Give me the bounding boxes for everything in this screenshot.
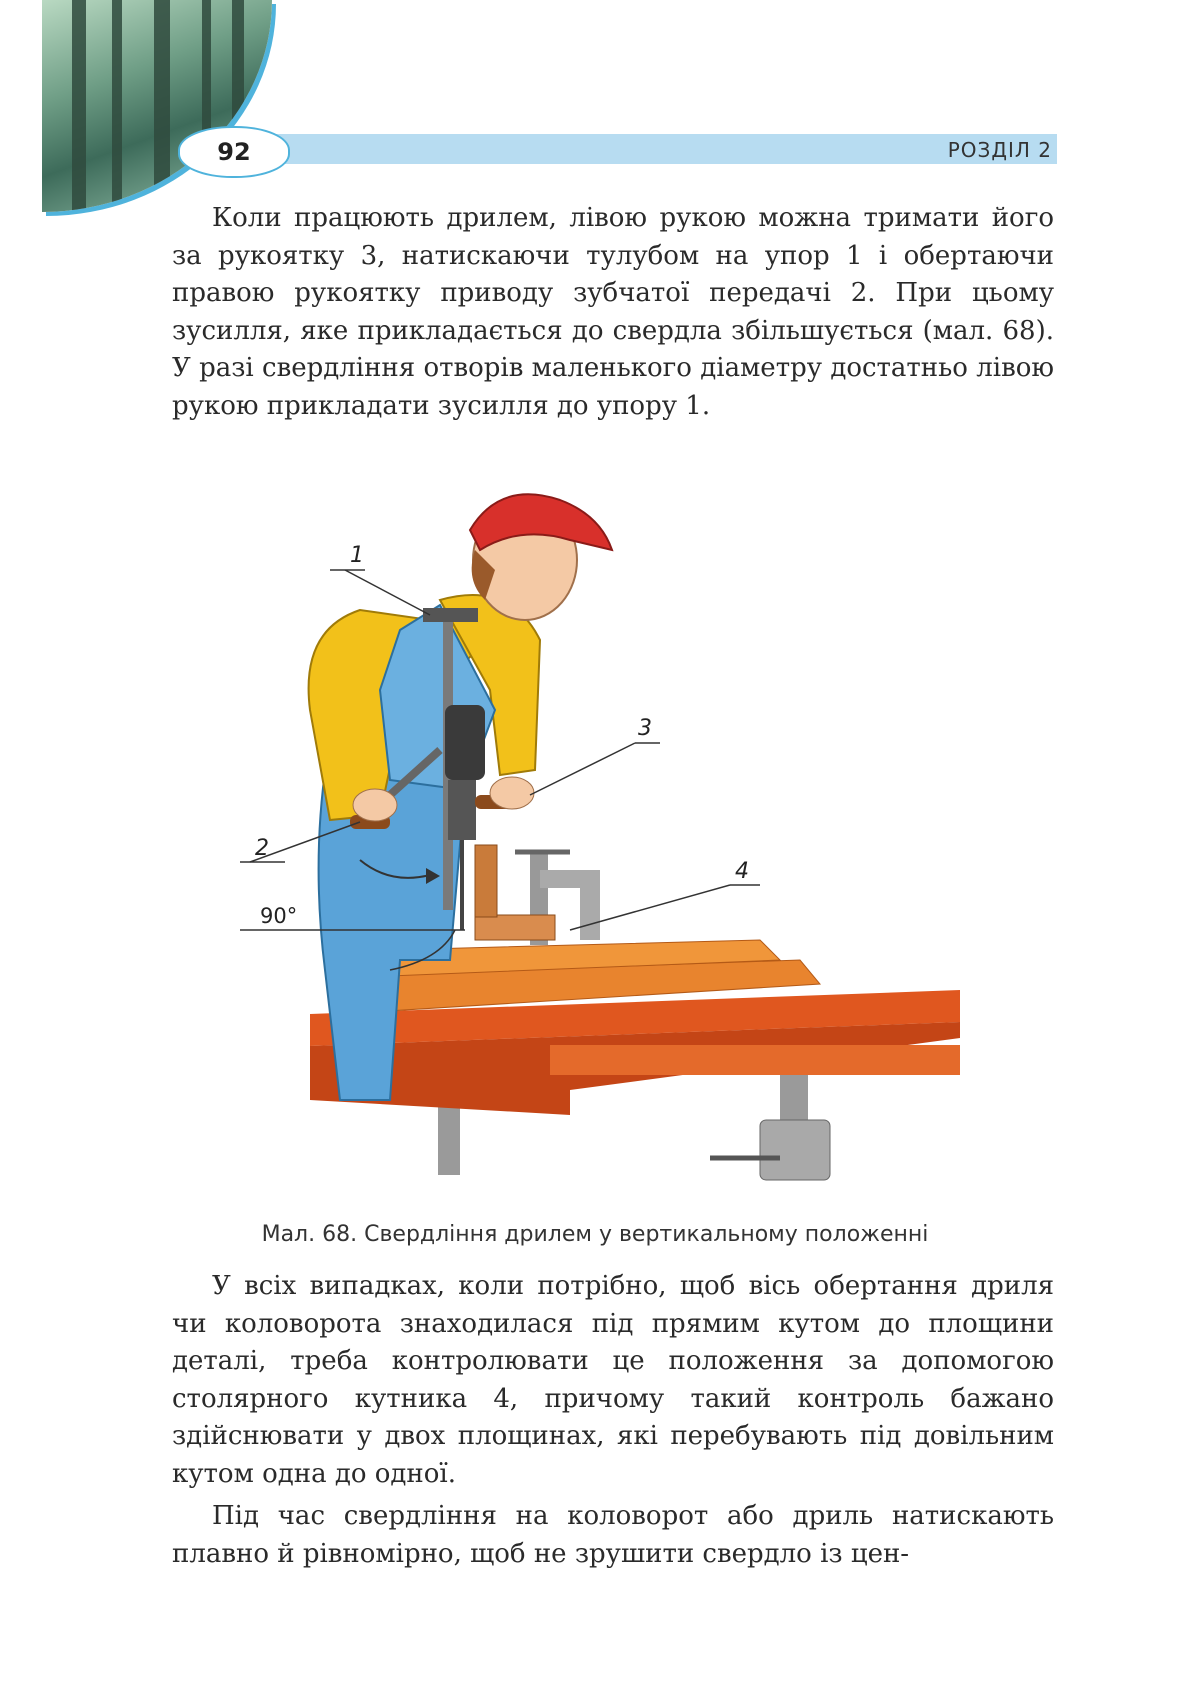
figure-drilling	[240, 490, 980, 1190]
label-1: 1	[350, 543, 364, 568]
forest-corner-image	[42, 0, 272, 212]
label-2: 2	[255, 836, 269, 861]
label-4: 4	[735, 859, 749, 884]
header-bar	[272, 134, 1057, 164]
paragraph-1: Коли працюють дрилем, лівою рукою можна тримати його за рукоятку 3, натискаючи тулубом на упор 1 і обертаючи правою рукоятку приводу зубчатої передачі 2. При цьому зусилля, яке прикладається до свердла збільшується (мал. 68). У разі свердління отворів маленького діаметру достатньо лівою рукою прикладати зусилля до упору 1.	[172, 203, 1054, 421]
section-label: РОЗДІЛ 2	[947, 138, 1052, 162]
label-3: 3	[638, 716, 652, 741]
paragraph-2: У всіх випадках, коли потрібно, щоб вісь обертання дриля чи коловорота знаходилася під прямим кутом до площини деталі, треба контролювати це положення за допомогою столярного кутника 4, причому такий контроль бажано здійснювати у двох площинах, які перебувають під довільним кутом одна до одної.	[172, 1271, 1054, 1489]
paragraph-3: Під час свердління на коловорот або дриль натискають плавно й рівномірно, щоб не зрушити свердло із цен-	[172, 1501, 1054, 1569]
drilling-illustration	[240, 490, 980, 1190]
page-number: 92	[178, 126, 290, 178]
label-angle: 90°	[260, 904, 298, 928]
figure-caption: Мал. 68. Свердління дрилем у вертикальному положенні	[261, 1222, 929, 1247]
